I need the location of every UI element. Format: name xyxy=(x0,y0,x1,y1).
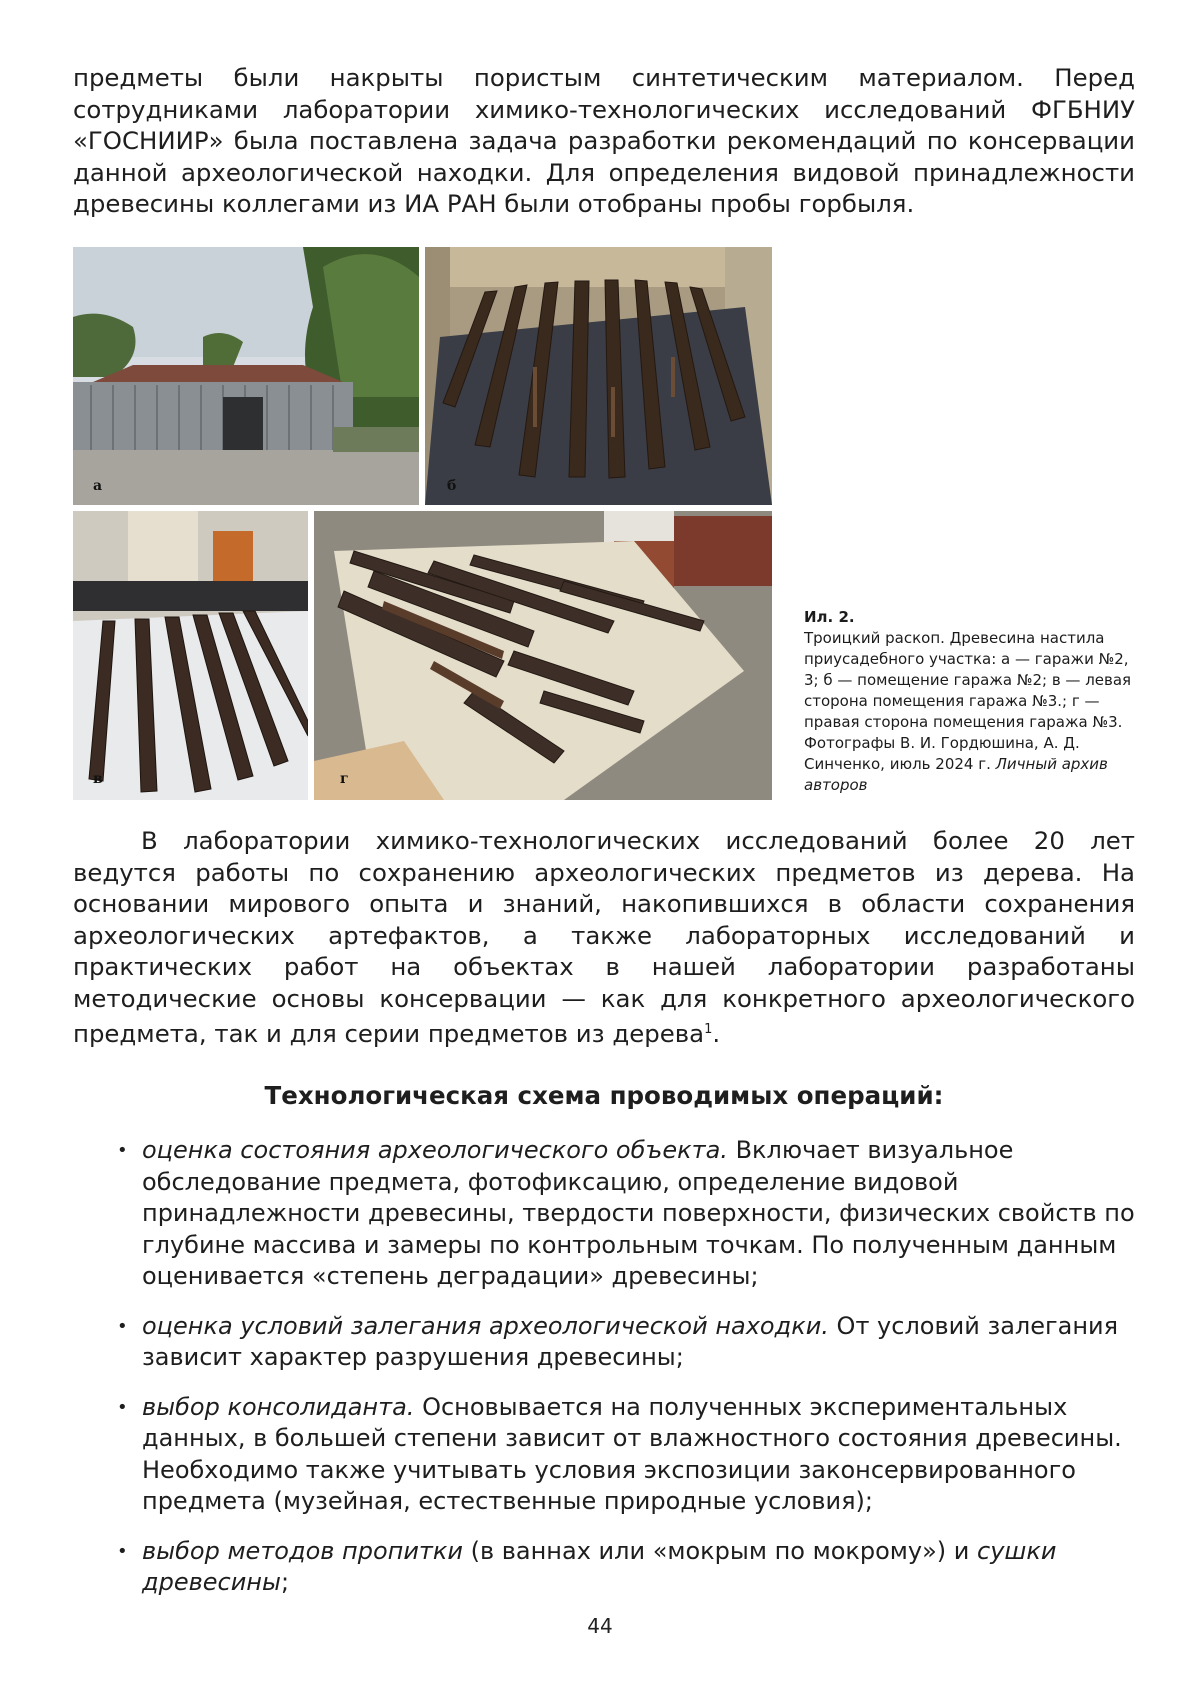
lab-paragraph-end: . xyxy=(712,1019,721,1049)
photo-label-v: в xyxy=(93,771,103,787)
bullet-icon: • xyxy=(117,1396,128,1418)
list-item xyxy=(115,1392,1135,1518)
lab-paragraph-text: В лаборатории химико-технологических исследований более 20 лет ведутся работы по сохранению археологических предметов из дерева. На основании мирового опыта и знаний, накопившихся в области сохранения археологических артефактов, а также лабораторных исследований и практических работ на объектах в нашей лаборатории разработаны методические основы консервации — как для конкретного археологического предмета, так и для серии предметов из дерева xyxy=(73,826,1135,1049)
list-item xyxy=(115,1536,1135,1599)
list-item-text: От условий залегания зависит характер разрушения древесины; xyxy=(142,1311,1119,1371)
footnote-marker[interactable]: 1 xyxy=(704,1022,713,1037)
photo-garage-2 xyxy=(425,247,772,505)
bullet-icon: • xyxy=(117,1140,128,1161)
photo-label-a: а xyxy=(93,478,103,494)
intro-paragraph: предметы были накрыты пористым синтетическим материалом. Перед сотрудниками лаборатории химико-технологических исследований ФГБНИУ «ГОСНИИР» была поставлена задача разработки рекомендаций по консервации данной археологической находки. Для определения видовой принадлежности древесины коллегами из ИА РАН были отобраны пробы горбыля. xyxy=(73,63,1135,218)
list-item xyxy=(115,1311,1135,1374)
list-item-text: Включает визуальное обследование предмета, фотофиксацию, определение видовой принадлежности древесины, твердости поверхности, физических свойств по глубине массива и замеры по контрольным точкам. По полученным данным оценивается «степень деградации» древесины; xyxy=(142,1136,1135,1290)
list-item-term-2: сушки древесины xyxy=(142,1536,1057,1596)
caption-source: Личный архив авторов xyxy=(804,755,1108,794)
bullet-icon: • xyxy=(117,1315,128,1337)
operations-list xyxy=(115,1135,1135,1617)
list-item xyxy=(115,1135,1135,1293)
caption-text: Троицкий раскоп. Древесина настила приусадебного участка: а — гаражи №2, 3; б — помещение гаража №2; в — левая сторона помещения гаража №3.; г — правая сторона помещения гаража №3. Фотографы В. И. Гордюшина, А. Д. Синченко, июль 2024 г. xyxy=(804,629,1132,773)
list-item-text-2: ; xyxy=(280,1568,290,1596)
photo-label-g: г xyxy=(340,771,349,787)
photo-garage-3-left xyxy=(73,511,308,800)
list-item-text: Основывается на полученных экспериментальных данных, в большей степени зависит от влажностного состояния древесины. Необходимо также учитывать условия экспозиции законсервированного предмета (музейная, естественные природные условия); xyxy=(142,1392,1122,1515)
photo-label-b: б xyxy=(447,478,457,494)
photo-garage-3-right xyxy=(314,511,772,800)
list-item-term: оценка условий залегания археологической находки. xyxy=(142,1311,829,1340)
caption-title: Ил. 2. xyxy=(804,608,855,626)
list-item-text: (в ваннах или «мокрым по мокрому») и xyxy=(463,1536,978,1565)
lab-paragraph xyxy=(73,825,1135,1050)
list-item-term: оценка состояния археологического объекта. xyxy=(142,1136,728,1164)
bullet-icon: • xyxy=(117,1540,128,1562)
figure-photo-grid xyxy=(73,247,772,800)
list-item-term: выбор консолиданта. xyxy=(142,1392,415,1421)
page-number: 44 xyxy=(587,1614,613,1638)
photo-garages xyxy=(73,247,419,505)
list-item-term: выбор методов пропитки xyxy=(142,1536,463,1565)
figure-caption xyxy=(804,607,1144,796)
section-heading: Технологическая схема проводимых операций: xyxy=(264,1081,944,1110)
